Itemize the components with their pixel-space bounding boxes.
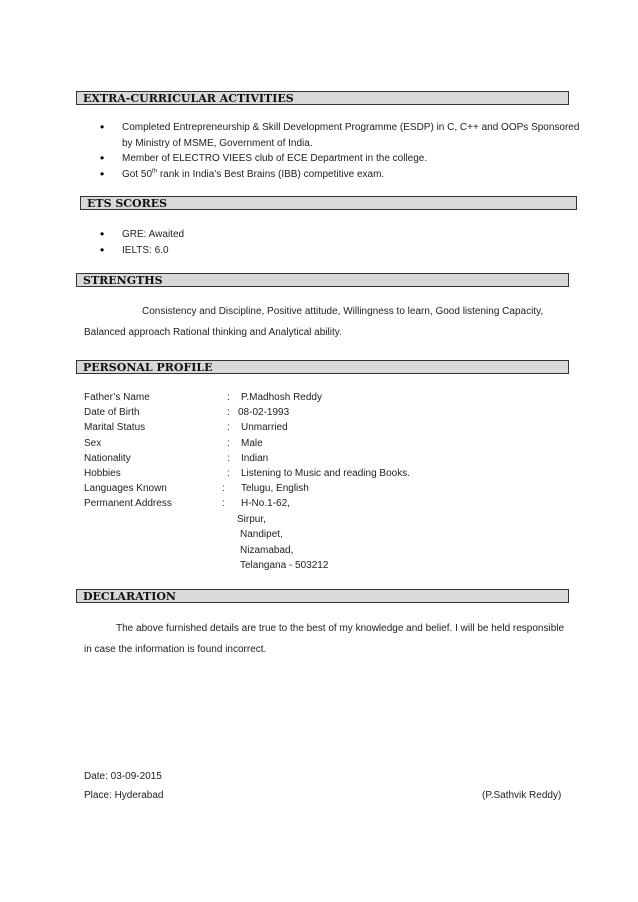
declaration-line-1: The above furnished details are true to the best of my knowledge and belief. I will be held responsible [116, 623, 565, 634]
strengths-line-1: Consistency and Discipline, Positive attitude, Willingness to learn, Good listening Capacity, [142, 306, 544, 317]
ets-list [100, 227, 184, 258]
list-item: • Completed Entrepreneurship & Skill Development Programme (ESDP) in C, C++ and OOPs Sponsored by Ministry of MSME, Government of India. [100, 120, 579, 151]
list-item: • GRE: Awaited [100, 227, 184, 243]
address-line: Sirpur, [237, 514, 266, 525]
address-line: Nizamabad, [240, 545, 294, 556]
footer-place: Place: Hyderabad [84, 790, 164, 801]
address-line: Telangana - 503212 [240, 560, 329, 571]
extracurricular-list [100, 120, 579, 182]
strengths-line-2: Balanced approach Rational thinking and Analytical ability. [84, 327, 342, 338]
ets-heading: ETS SCORES [80, 196, 577, 210]
declaration-line-2: in case the information is found incorrect. [84, 644, 267, 655]
resume-page: EXTRA-CURRICULAR ACTIVITIES • Completed Entrepreneurship & Skill Development Programme (ESDP) in C, C++ and OOPs Sponsored by Ministry of MSME, Government of India. • Member of ELECTRO VIEES club of ECE Department in the college. • Got 50th rank in India’s Best Brains (IBB) competitive exam. ETS SCORES • GRE: Awaited • IELTS: 6.0 STRENGTHS Consistency and Discipline, Positive attitude, Willingness to learn, Good listening Capacity, Balanced approach Rational thinking and Analytical ability. PERSONAL PROFILE Father’s Name : P.Madhosh Reddy Date of Birth : 08-02-1993 Marital Status : Unmarried Sex : Male Nationality : Indian Hobbies : Listening to Music and reading Books. Languages Known : Telugu, English Permanent Address : H-No.1-62, Sirpur, Nandipet, Nizamabad, Telangana - 503212 DECLARATION The above furnished details are true to the best of my knowledge and belief. I will be held responsible in case the information is found incorrect. Date: 03-09-2015 Place: Hyderabad (P.Sathvik Reddy) [0, 0, 638, 902]
address-line: Nandipet, [240, 529, 283, 540]
list-item: • IELTS: 6.0 [100, 243, 184, 259]
list-item: • Got 50th rank in India’s Best Brains (IBB) competitive exam. [100, 167, 579, 183]
personal-profile-heading: PERSONAL PROFILE [76, 360, 569, 374]
signature-name: (P.Sathvik Reddy) [482, 790, 562, 801]
strengths-heading: STRENGTHS [76, 273, 569, 287]
extracurricular-heading: EXTRA-CURRICULAR ACTIVITIES [76, 91, 569, 105]
declaration-heading: DECLARATION [76, 589, 569, 603]
footer-date: Date: 03-09-2015 [84, 771, 162, 782]
list-item: • Member of ELECTRO VIEES club of ECE Department in the college. [100, 151, 579, 167]
